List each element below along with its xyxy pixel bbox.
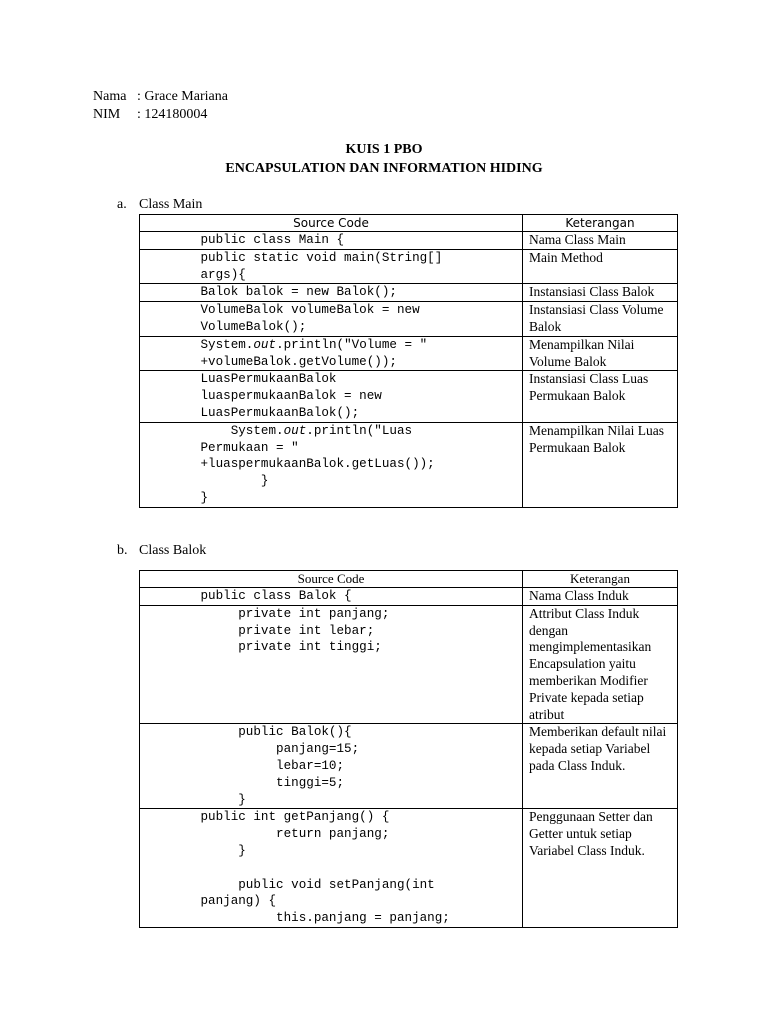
header-source-code: Source Code bbox=[140, 215, 523, 232]
student-name-row bbox=[93, 88, 228, 105]
code-line: luaspermukaanBalok = new bbox=[140, 389, 382, 404]
table-row bbox=[140, 588, 678, 606]
code-line: Permukaan = " bbox=[140, 440, 299, 455]
code-line: this.panjang = panjang; bbox=[140, 911, 450, 926]
source-code-cell bbox=[140, 302, 523, 337]
code-line: +volumeBalok.getVolume()); bbox=[140, 354, 397, 369]
table-header-row bbox=[140, 215, 678, 232]
header-keterangan: Keterangan bbox=[523, 215, 678, 232]
keterangan-cell: Penggunaan Setter dan Getter untuk setiap Variabel Class Induk. bbox=[523, 809, 678, 928]
code-line: private int lebar; bbox=[140, 623, 375, 638]
keterangan-cell: Memberikan default nilai kepada setiap Variabel pada Class Induk. bbox=[523, 724, 678, 809]
keterangan-cell: Instansiasi Class Volume Balok bbox=[523, 302, 678, 337]
table-row bbox=[140, 605, 678, 724]
table-row bbox=[140, 232, 678, 250]
code-line: Balok balok = new Balok(); bbox=[140, 285, 397, 300]
code-line: public Balok(){ bbox=[140, 725, 352, 740]
source-code-cell bbox=[140, 371, 523, 422]
keterangan-cell: Nama Class Induk bbox=[523, 588, 678, 606]
code-line: System.out.println("Luas bbox=[140, 423, 413, 438]
quiz-subtitle: ENCAPSULATION DAN INFORMATION HIDING bbox=[225, 161, 543, 176]
source-code-cell bbox=[140, 422, 523, 507]
code-line: panjang) { bbox=[140, 894, 277, 909]
code-line: args){ bbox=[140, 267, 246, 282]
table-row bbox=[140, 422, 678, 507]
code-line bbox=[140, 860, 522, 877]
code-line: public void setPanjang(int bbox=[140, 877, 435, 892]
source-code-cell bbox=[140, 336, 523, 371]
table-header-row bbox=[140, 571, 678, 588]
section-b-letter: b. bbox=[117, 543, 128, 558]
source-code-cell bbox=[140, 724, 523, 809]
table-row bbox=[140, 284, 678, 302]
keterangan-cell: Instansiasi Class Balok bbox=[523, 284, 678, 302]
source-code-cell bbox=[140, 232, 523, 250]
keterangan-cell: Attribut Class Induk dengan mengimplementasikan Encapsulation yaitu memberikan Modifier Private kepada setiap atribut bbox=[523, 605, 678, 724]
source-code-cell bbox=[140, 605, 523, 724]
code-line: } bbox=[140, 490, 209, 505]
keterangan-cell: Nama Class Main bbox=[523, 232, 678, 250]
code-line: private int tinggi; bbox=[140, 640, 382, 655]
keterangan-cell: Main Method bbox=[523, 249, 678, 284]
code-line: } bbox=[140, 792, 246, 807]
code-line: public int getPanjang() { bbox=[140, 810, 390, 825]
code-line: System.out.println("Volume = " bbox=[140, 337, 428, 352]
keterangan-cell: Menampilkan Nilai Volume Balok bbox=[523, 336, 678, 371]
code-line: LuasPermukaanBalok(); bbox=[140, 405, 360, 420]
section-a-letter: a. bbox=[117, 197, 127, 212]
quiz-title: KUIS 1 PBO bbox=[345, 142, 423, 157]
table-row bbox=[140, 302, 678, 337]
table-row bbox=[140, 336, 678, 371]
code-line: return panjang; bbox=[140, 827, 390, 842]
code-line: public static void main(String[] bbox=[140, 250, 443, 265]
header-keterangan: Keterangan bbox=[523, 571, 678, 588]
keterangan-cell: Menampilkan Nilai Luas Permukaan Balok bbox=[523, 422, 678, 507]
student-nim-row bbox=[93, 106, 207, 123]
table-row bbox=[140, 724, 678, 809]
header-source-code: Source Code bbox=[140, 571, 523, 588]
source-code-cell bbox=[140, 249, 523, 284]
source-code-cell bbox=[140, 588, 523, 606]
source-code-cell bbox=[140, 809, 523, 928]
source-code-cell bbox=[140, 284, 523, 302]
class-main-table bbox=[139, 214, 678, 508]
code-line: } bbox=[140, 474, 269, 489]
name-label: Nama bbox=[93, 89, 127, 104]
section-b-title: Class Balok bbox=[139, 543, 207, 558]
code-line: tinggi=5; bbox=[140, 775, 345, 790]
table-row bbox=[140, 809, 678, 928]
section-a-title: Class Main bbox=[139, 197, 203, 212]
section-a-heading bbox=[117, 196, 202, 213]
section-b-heading bbox=[117, 542, 206, 559]
code-line: +luaspermukaanBalok.getLuas()); bbox=[140, 457, 435, 472]
table-row bbox=[140, 371, 678, 422]
nim-label: NIM bbox=[93, 107, 121, 122]
code-line: } bbox=[140, 843, 246, 858]
code-line: LuasPermukaanBalok bbox=[140, 372, 337, 387]
keterangan-cell: Instansiasi Class Luas Permukaan Balok bbox=[523, 371, 678, 422]
code-line: lebar=10; bbox=[140, 758, 345, 773]
code-line: VolumeBalok volumeBalok = new bbox=[140, 303, 420, 318]
code-line: VolumeBalok(); bbox=[140, 319, 307, 334]
code-line: private int panjang; bbox=[140, 606, 390, 621]
table-row bbox=[140, 249, 678, 284]
nim-value: : 124180004 bbox=[137, 107, 208, 122]
code-line: panjang=15; bbox=[140, 742, 360, 757]
code-line: public class Main { bbox=[140, 233, 345, 247]
class-balok-table bbox=[139, 570, 678, 928]
code-line: public class Balok { bbox=[140, 589, 352, 603]
name-value: : Grace Mariana bbox=[137, 89, 228, 104]
